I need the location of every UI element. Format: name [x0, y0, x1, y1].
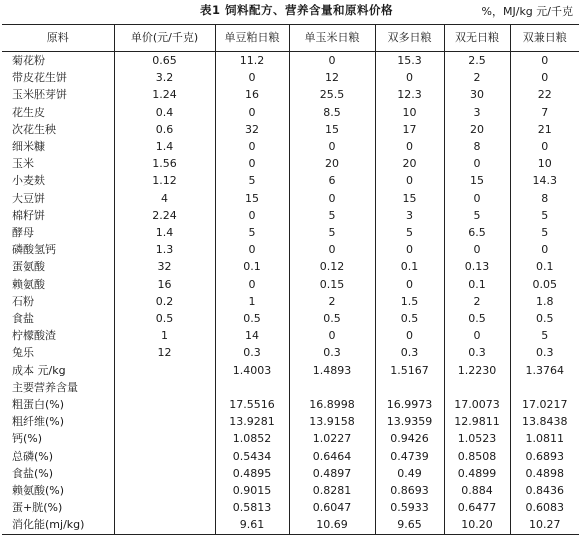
table-cell: 0.15	[289, 276, 375, 293]
feed-formula-table	[2, 24, 579, 535]
table-cell	[114, 448, 215, 465]
table-cell: 1.0227	[289, 430, 375, 447]
table-cell: 0.5	[536, 312, 554, 326]
table-cell: 0.65	[114, 52, 215, 70]
table-cell: 9.65	[375, 516, 444, 534]
table-row	[2, 516, 579, 534]
table-cell: 0.1	[375, 258, 444, 275]
table-cell: 0	[541, 140, 549, 154]
row-label: 消化能(mj/kg)	[2, 516, 114, 534]
table-row	[2, 138, 579, 155]
row-label: 小麦麸	[2, 172, 114, 189]
table-cell: 0	[375, 327, 444, 344]
table-cell: 0.5	[289, 310, 375, 327]
table-cell: 0.5	[444, 310, 510, 327]
row-label: 兔乐	[2, 344, 114, 361]
header-double-none-diet: 双无日粮	[444, 25, 510, 52]
table-cell	[114, 413, 215, 430]
table-cell	[114, 362, 215, 379]
table-cell: 0.12	[289, 258, 375, 275]
table-cell: 0	[215, 207, 289, 224]
table-cell: 1.3	[114, 241, 215, 258]
row-label: 成本 元/kg	[2, 362, 114, 379]
table-row	[2, 430, 579, 447]
table-cell: 0.8281	[289, 482, 375, 499]
table-cell: 0.5	[114, 310, 215, 327]
table-cell	[114, 430, 215, 447]
table-cell: 0	[215, 138, 289, 155]
table-row	[2, 499, 579, 516]
table-cell: 0	[541, 54, 549, 67]
table-cell: 12.3	[375, 86, 444, 103]
table-row	[2, 465, 579, 482]
table-row	[2, 155, 579, 172]
table-cell: 0.5	[215, 310, 289, 327]
row-label: 带皮花生饼	[2, 69, 114, 86]
row-label: 酵母	[2, 224, 114, 241]
table-cell: 0	[215, 69, 289, 86]
table-cell: 1.24	[114, 86, 215, 103]
table-cell: 1.4003	[215, 362, 289, 379]
row-label: 次花生秧	[2, 121, 114, 138]
table-cell: 2.24	[114, 207, 215, 224]
table-cell: 10	[537, 157, 552, 171]
table-cell: 1.4	[114, 224, 215, 241]
title-row	[0, 2, 581, 20]
table-cell: 17.0073	[444, 396, 510, 413]
table-cell: 0.2	[114, 293, 215, 310]
table-cell: 5	[289, 224, 375, 241]
table-cell: 10.27	[510, 516, 579, 534]
table-cell: 2.5	[444, 52, 510, 70]
header-row	[2, 25, 579, 52]
row-label: 花生皮	[2, 104, 114, 121]
row-label: 粗纤维(%)	[2, 413, 114, 430]
table-cell	[114, 465, 215, 482]
table-row	[2, 396, 579, 413]
table-cell: 1.0811	[525, 432, 564, 446]
table-cell: 0	[541, 243, 549, 257]
table-cell: 0	[289, 52, 375, 70]
row-label: 石粉	[2, 293, 114, 310]
table-cell: 0	[444, 155, 510, 172]
table-cell: 13.9281	[215, 413, 289, 430]
table-cell: 0.1	[444, 276, 510, 293]
table-row	[2, 362, 579, 379]
table-row	[2, 276, 579, 293]
table-cell: 20	[289, 155, 375, 172]
row-label: 玉米	[2, 155, 114, 172]
table-cell: 8.5	[289, 104, 375, 121]
table-cell: 2	[444, 69, 510, 86]
table-cell: 16.8998	[289, 396, 375, 413]
table-cell: 0	[215, 241, 289, 258]
table-cell: 0.5	[375, 310, 444, 327]
table-cell: 0.8436	[525, 484, 564, 498]
table-cell: 25.5	[289, 86, 375, 103]
row-label: 蛋+胱(%)	[2, 499, 114, 516]
header-soymeal-diet: 单豆粕日粮	[215, 25, 289, 52]
table-cell	[375, 379, 444, 396]
table-cell	[114, 396, 215, 413]
table-cell: 12	[289, 69, 375, 86]
table-cell: 1.56	[114, 155, 215, 172]
table-cell: 0	[215, 104, 289, 121]
table-row	[2, 293, 579, 310]
table-cell: 0	[375, 241, 444, 258]
table-cell: 0.5434	[215, 448, 289, 465]
table-cell: 12.9811	[444, 413, 510, 430]
header-price: 单价(元/千克)	[114, 25, 215, 52]
row-label: 主要营养含量	[2, 379, 114, 396]
table-cell: 0	[444, 190, 510, 207]
table-cell: 10.69	[289, 516, 375, 534]
row-label: 总磷(%)	[2, 448, 114, 465]
table-cell	[114, 516, 215, 534]
table-row	[2, 224, 579, 241]
header-ingredient: 原料	[2, 25, 114, 52]
table-cell: 0.6893	[525, 449, 564, 463]
table-cell: 6	[289, 172, 375, 189]
table-cell: 10	[375, 104, 444, 121]
table-cell: 15.3	[375, 52, 444, 70]
table-cell: 0.4899	[444, 465, 510, 482]
table-cell: 0	[289, 138, 375, 155]
table-cell	[289, 379, 375, 396]
row-label: 钙(%)	[2, 430, 114, 447]
row-label: 赖氨酸(%)	[2, 482, 114, 499]
table-cell: 0	[289, 190, 375, 207]
table-cell: 13.8438	[522, 415, 568, 429]
table-cell: 4	[114, 190, 215, 207]
table-cell	[114, 482, 215, 499]
table-cell: 0.6083	[525, 501, 564, 515]
table-cell: 1	[114, 327, 215, 344]
table-cell: 30	[444, 86, 510, 103]
table-cell	[510, 379, 579, 396]
table-cell: 0	[375, 172, 444, 189]
table-cell: 0	[541, 71, 549, 85]
table-cell: 5	[215, 224, 289, 241]
table-cell: 0.3	[536, 346, 554, 360]
table-cell: 2	[444, 293, 510, 310]
table-cell: 0.13	[444, 258, 510, 275]
table-cell: 1.0852	[215, 430, 289, 447]
table-cell	[114, 379, 215, 396]
row-label: 细米糠	[2, 138, 114, 155]
table-cell: 5	[541, 226, 549, 240]
table-cell: 1.8	[536, 294, 554, 308]
header-double-both-diet: 双兼日粮	[510, 25, 579, 52]
table-cell: 5	[444, 207, 510, 224]
table-row	[2, 86, 579, 103]
table-row	[2, 207, 579, 224]
table-cell: 13.9158	[289, 413, 375, 430]
row-label: 玉米胚芽饼	[2, 86, 114, 103]
table-row	[2, 258, 579, 275]
table-cell: 1.4	[114, 138, 215, 155]
table-row	[2, 241, 579, 258]
table-row	[2, 190, 579, 207]
table-cell: 8	[541, 191, 549, 205]
table-cell: 2	[289, 293, 375, 310]
table-cell: 16	[114, 276, 215, 293]
row-label: 粗蛋白(%)	[2, 396, 114, 413]
table-cell: 0.5933	[375, 499, 444, 516]
table-cell: 0.4739	[375, 448, 444, 465]
table-cell: 3	[444, 104, 510, 121]
table-row	[2, 172, 579, 189]
table-cell: 15	[375, 190, 444, 207]
units-note: %，MJ/kg 元/千克	[481, 5, 573, 18]
table-cell: 8	[444, 138, 510, 155]
table-row	[2, 69, 579, 86]
row-label: 蛋氨酸	[2, 258, 114, 275]
table-cell: 32	[215, 121, 289, 138]
table-cell: 5	[541, 329, 549, 343]
table-row	[2, 413, 579, 430]
table-cell: 0.5813	[215, 499, 289, 516]
table-cell: 16.9973	[375, 396, 444, 413]
table-row	[2, 121, 579, 138]
table-cell: 5	[541, 208, 549, 222]
row-label: 大豆饼	[2, 190, 114, 207]
table-cell	[114, 499, 215, 516]
table-body	[2, 52, 579, 535]
table-cell: 13.9359	[375, 413, 444, 430]
row-label: 赖氨酸	[2, 276, 114, 293]
table-row	[2, 52, 579, 70]
table-cell: 1	[215, 293, 289, 310]
table-cell: 0	[444, 241, 510, 258]
table-cell: 5	[375, 224, 444, 241]
table-cell: 1.3764	[525, 363, 564, 377]
table-cell: 20	[375, 155, 444, 172]
row-label: 磷酸氢钙	[2, 241, 114, 258]
table-cell: 0	[375, 138, 444, 155]
table-cell: 20	[444, 121, 510, 138]
table-cell: 0.6464	[289, 448, 375, 465]
table-cell: 0.6	[114, 121, 215, 138]
table-cell: 12	[114, 344, 215, 361]
table-cell: 22	[537, 88, 552, 102]
table-cell: 0.3	[444, 344, 510, 361]
table-cell: 0.9426	[375, 430, 444, 447]
table-cell: 5	[289, 207, 375, 224]
header-double-multi-diet: 双多日粮	[375, 25, 444, 52]
table-cell: 21	[537, 122, 552, 136]
table-cell: 0	[289, 327, 375, 344]
table-cell: 7	[541, 105, 549, 119]
table-cell: 0.4895	[215, 465, 289, 482]
table-cell: 5	[215, 172, 289, 189]
table-cell: 14	[215, 327, 289, 344]
table-cell: 0.49	[375, 465, 444, 482]
row-label: 菊花粉	[2, 52, 114, 70]
table-cell: 1.12	[114, 172, 215, 189]
table-cell: 0.1	[536, 260, 554, 274]
table-cell: 17.0217	[522, 398, 568, 412]
table-row	[2, 104, 579, 121]
table-cell: 15	[444, 172, 510, 189]
table-cell: 0.6047	[289, 499, 375, 516]
table-cell: 0.1	[215, 258, 289, 275]
table-cell: 1.4893	[289, 362, 375, 379]
header-corn-diet: 单玉米日粮	[289, 25, 375, 52]
table-cell: 0	[215, 155, 289, 172]
table-cell: 0	[215, 276, 289, 293]
table-cell: 0	[289, 241, 375, 258]
table-cell: 0.6477	[444, 499, 510, 516]
table-cell: 0	[375, 69, 444, 86]
table-cell: 1.0523	[444, 430, 510, 447]
table-cell: 0.884	[444, 482, 510, 499]
table-cell: 0.3	[375, 344, 444, 361]
table-cell: 3.2	[114, 69, 215, 86]
table-cell: 1.5167	[375, 362, 444, 379]
table-cell	[215, 379, 289, 396]
table-cell: 6.5	[444, 224, 510, 241]
table-cell: 15	[289, 121, 375, 138]
table-cell: 0	[375, 276, 444, 293]
table-cell: 0.4898	[525, 466, 564, 480]
row-label: 棉籽饼	[2, 207, 114, 224]
table-cell: 11.2	[215, 52, 289, 70]
table-cell: 17.5516	[215, 396, 289, 413]
table-cell: 17	[375, 121, 444, 138]
table-cell: 9.61	[215, 516, 289, 534]
table-cell: 14.3	[532, 174, 557, 188]
table-cell: 0.4897	[289, 465, 375, 482]
table-cell: 10.20	[444, 516, 510, 534]
row-label: 柠檬酸渣	[2, 327, 114, 344]
table-row	[2, 379, 579, 396]
table-cell: 3	[375, 207, 444, 224]
table-title: 表1 饲料配方、营养含量和原料价格	[200, 3, 394, 17]
table-cell: 0.05	[532, 277, 557, 291]
table-cell: 1.2230	[444, 362, 510, 379]
table-cell: 1.5	[375, 293, 444, 310]
table-cell: 0.8693	[375, 482, 444, 499]
table-row	[2, 310, 579, 327]
table-cell	[444, 379, 510, 396]
table-cell: 0.4	[114, 104, 215, 121]
row-label: 食盐(%)	[2, 465, 114, 482]
row-label: 食盐	[2, 310, 114, 327]
table-cell: 16	[215, 86, 289, 103]
table-row	[2, 448, 579, 465]
table-row	[2, 327, 579, 344]
table-row	[2, 344, 579, 361]
table-cell: 15	[215, 190, 289, 207]
table-row	[2, 482, 579, 499]
table-cell: 0.9015	[215, 482, 289, 499]
table-cell: 0	[444, 327, 510, 344]
table-cell: 0.3	[289, 344, 375, 361]
table-cell: 0.8508	[444, 448, 510, 465]
table-cell: 32	[114, 258, 215, 275]
table-cell: 0.3	[215, 344, 289, 361]
